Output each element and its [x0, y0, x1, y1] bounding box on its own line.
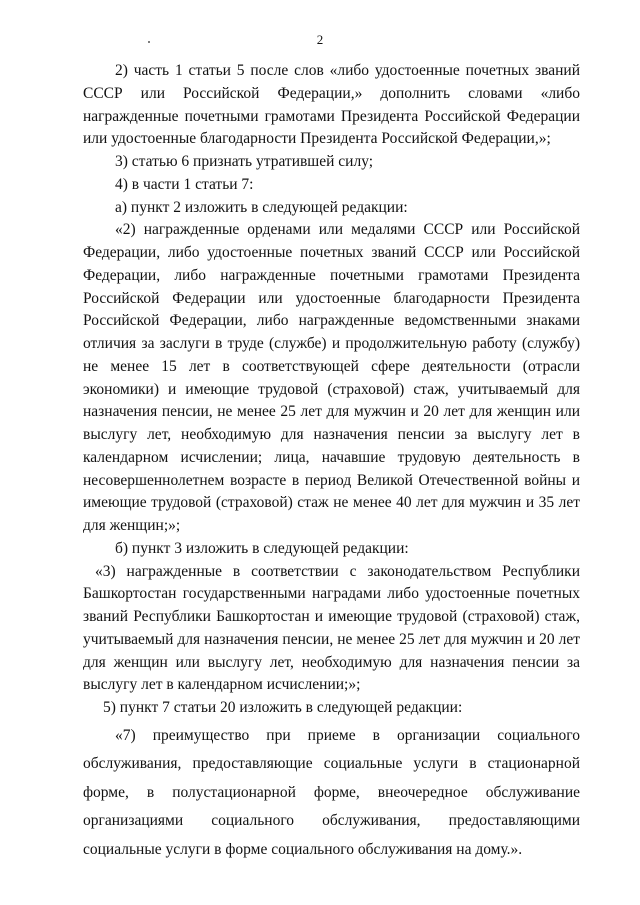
scan-speck — [148, 41, 150, 43]
paragraph-item-3: 3) статью 6 признать утратившей силу; — [115, 153, 374, 170]
paragraph-item-5-text: «7) преимущество при приеме в организации социального обслуживания, предоставляющие социальные услуги в стационарной форме, в полустационарной форме, внеочередное обслуживание организациями социального обслуживания, предоставляющими социальные услуги в форме социального обслуживания на дому.». — [83, 726, 580, 858]
document-body — [83, 60, 580, 864]
paragraph-item-2: 2) часть 1 статьи 5 после слов «либо удостоенные почетных званий СССР или Российской Федерации,» дополнить словами «либо награжденные почетными грамотами Президента Российской Федерации или удостоенные благодарности Президента Российской Федерации,»; — [83, 62, 580, 148]
paragraph-item-4a-text: «2) награжденные орденами или медалями СССР или Российской Федерации, либо удостоенные почетных званий СССР или Российской Федерации, либо награжденные почетными грамотами Президента Российской Федерации или удостоенные благодарности Президента Российской Федерации, либо награжденные ведомственными знаками отличия за заслуги в труде (службе) и продолжительную работу (службу) не менее 15 лет в соответствующей сфере деятельности (отрасли экономики) и имеющие трудовой (страховой) стаж, учитываемый для назначения пенсии, не менее 25 лет для мужчин и 20 лет для женщин или выслугу лет, необходимую для назначения пенсии за выслугу лет в календарном исчислении; лица, начавшие трудовую деятельность в несовершеннолетнем возрасте в период Великой Отечественной войны и имеющие трудовой (страховой) стаж не менее 40 лет для мужчин и 35 лет для женщин;»; — [83, 221, 580, 534]
paragraph-item-4b-intro: б) пункт 3 изложить в следующей редакции: — [115, 539, 409, 557]
paragraph-item-5-intro: 5) пункт 7 статьи 20 изложить в следующей редакции: — [103, 699, 463, 716]
paragraph-item-4b-text: «3) награжденные в соответствии с законодательством Республики Башкортостан государственными наградами либо удостоенные почетных званий Республики Башкортостан и имеющие трудовой (страховой) стаж, учитываемый для назначения пенсии, не менее 25 лет для мужчин и 20 лет для женщин или выслугу лет, необходимую для назначения пенсии за выслугу лет в календарном исчислении;»; — [83, 562, 580, 694]
paragraph-item-4a-intro: а) пункт 2 изложить в следующей редакции: — [115, 198, 408, 216]
page-number: 2 — [316, 32, 324, 47]
paragraph-item-4: 4) в части 1 статьи 7: — [115, 175, 254, 193]
